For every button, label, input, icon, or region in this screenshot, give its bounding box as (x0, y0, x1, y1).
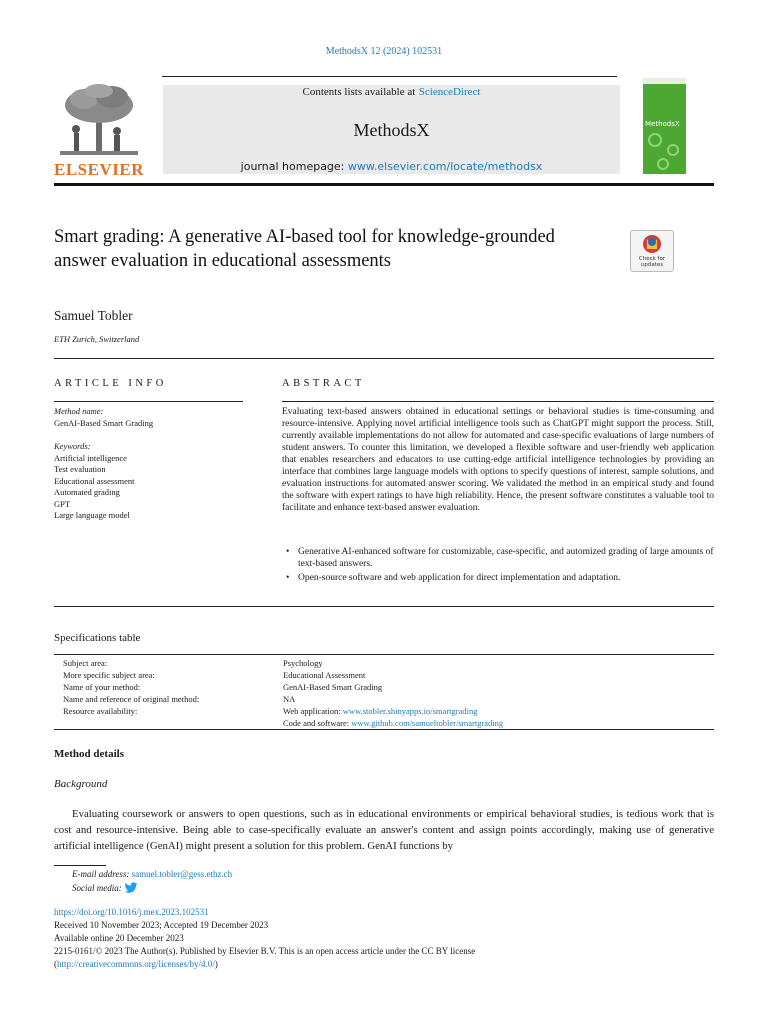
sciencedirect-link[interactable]: ScienceDirect (418, 86, 481, 98)
homepage-label: journal homepage: (240, 160, 345, 173)
web-app-link[interactable]: www.stobler.shinyapps.io/smartgrading (342, 706, 478, 716)
keyword: Artificial intelligence (54, 452, 127, 463)
abstract-heading: ABSTRACT (282, 378, 365, 389)
specifications-title: Specifications table (54, 632, 141, 644)
divider (54, 606, 714, 607)
highlight-item: • Generative AI-enhanced software for customizable, case-specific, and automized grading of large amounts of text-based answers. (286, 547, 714, 569)
spec-value: NA (283, 694, 296, 704)
journal-homepage (163, 160, 620, 173)
spec-table-values (283, 657, 703, 729)
background-heading: Background (54, 778, 108, 790)
keyword: Automated grading (54, 487, 120, 497)
homepage-link[interactable]: www.elsevier.com/locate/methodsx (347, 160, 543, 173)
spec-value: Educational Assessment (283, 670, 366, 680)
twitter-bird-icon[interactable] (124, 882, 138, 896)
spec-value-code: Code and software: www.github.com/samueltobler/smartgrading (283, 718, 504, 728)
spec-label: Name and reference of original method: (63, 694, 200, 704)
highlight-item: • Open-source software and web application for direct implementation and adaptation. (286, 573, 621, 583)
contents-line (163, 85, 620, 98)
method-name-label: Method name: (54, 406, 104, 416)
highlights-list (286, 546, 714, 586)
abstract-rule (282, 401, 714, 402)
method-details-heading: Method details (54, 748, 124, 760)
body-paragraph: Evaluating coursework or answers to open questions, such as in educational environments or empirical behavioral studies, is tedious work that is cost and resource-intensive. Being able to case-specifically evaluate an answer's content and assign points accordingly, making use of generative artificial intelligence (GenAI) might present a solution for this problem. GenAI functions by (54, 808, 714, 852)
journal-title: MethodsX (353, 120, 430, 140)
github-link[interactable]: www.github.com/samueltobler/smartgrading (351, 718, 504, 728)
journal-cover-thumbnail[interactable] (643, 78, 686, 174)
email-link[interactable]: samuel.tobler@gess.ethz.ch (131, 869, 233, 879)
spec-table-rule-bottom (54, 729, 714, 730)
spec-label: Resource availability: (63, 706, 138, 716)
doi-link[interactable]: https://doi.org/10.1016/j.mex.2023.102531 (54, 907, 209, 917)
article-info-rule (54, 401, 243, 402)
method-name-value: GenAI-Based Smart Grading (54, 417, 154, 428)
license-link[interactable]: http://creativecommons.org/licenses/by/4.0/ (57, 959, 215, 969)
spec-table-rule-top (54, 654, 714, 655)
license-link-line: (http://creativecommons.org/licenses/by/4.0/) (54, 959, 218, 969)
header-rule-top (162, 76, 617, 77)
author-name[interactable]: Samuel Tobler (54, 308, 133, 323)
article-info-block (54, 406, 243, 522)
keyword: Test evaluation (54, 464, 106, 474)
crossmark-icon (631, 231, 673, 257)
footnote-email: E-mail address: samuel.tobler@gess.ethz.ch (72, 869, 233, 879)
article-info-heading: ARTICLE INFO (54, 378, 167, 389)
spec-label: Name of your method: (63, 682, 141, 692)
keyword: Large language model (54, 510, 130, 520)
spec-label: More specific subject area: (63, 670, 155, 680)
contents-label: Contents lists available at (302, 86, 416, 98)
divider (54, 358, 714, 359)
spec-value: Psychology (283, 658, 323, 668)
footnote-rule (54, 865, 106, 866)
license-text: 2215-0161/© 2023 The Author(s). Published by Elsevier B.V. This is an open access article under the CC BY license (54, 946, 476, 956)
spec-value-resource: Web application: www.stobler.shinyapps.io/smartgrading (283, 706, 478, 716)
journal-reference[interactable]: MethodsX 12 (2024) 102531 (325, 46, 443, 57)
footnote-social: Social media: (72, 882, 138, 896)
spec-value: GenAI-Based Smart Grading (283, 682, 383, 692)
keywords-label: Keywords: (54, 441, 91, 451)
cover-title: MethodsX (645, 120, 680, 128)
available-online: Available online 20 December 2023 (54, 933, 184, 943)
author-affiliation: ETH Zurich, Switzerland (54, 334, 140, 344)
spec-table-labels (63, 657, 273, 717)
spec-label: Subject area: (63, 658, 108, 668)
header-rule-bottom (54, 183, 714, 186)
paper-title: Smart grading: A generative AI-based tool for knowledge-grounded answer evaluation in educational assessments (54, 227, 555, 271)
elsevier-wordmark: ELSEVIER (54, 160, 144, 179)
keyword: GPT (54, 498, 71, 509)
received-dates: Received 10 November 2023; Accepted 19 December 2023 (54, 920, 269, 930)
abstract-text: Evaluating text-based answers obtained in educational settings or behavioral studies is time-consuming and resource-intensive. Applying novel artificial intelligence tools such as ChatGPT might support the process. Still, currently available implementations do not allow for automated and case-specific evaluations of large numbers of student answers. To counter this limitation, we developed a flexible software and user-friendly web application that enables researchers and educators to use cutting-edge artificial intelligence technologies by providing an interface that combines large language models with options to specify questions of interest, sample solutions, and evaluation instructions for automated answer scoring. We validated the method in an empirical study and found the software with expert ratings to have high reliability. Hence, the present software constitutes a valuable tool to facilitate and enhance text-based answer evaluation. (282, 407, 714, 513)
keyword: Educational assessment (54, 475, 135, 486)
check-for-updates-badge[interactable] (630, 230, 674, 272)
crossmark-label: Check for updates (638, 256, 666, 268)
